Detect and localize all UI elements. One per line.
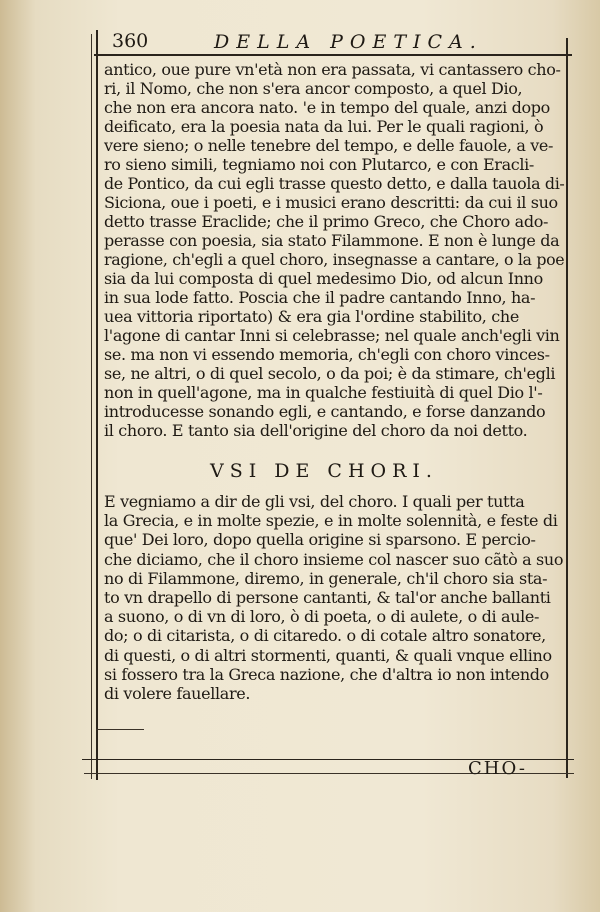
text-line: Siciona, oue i poeti, e i musici erano descritti: da cui il suo bbox=[104, 193, 558, 212]
text-line: in sua lode fatto. Poscia che il padre cantando Inno, ha- bbox=[104, 288, 536, 307]
page-header bbox=[104, 30, 564, 54]
text-line: deificato, era la poesia nata da lui. Per le quali ragioni, ò bbox=[104, 117, 544, 136]
text-line: l'agone di cantar Inni si celebrasse; nel quale anch'egli vin bbox=[104, 326, 560, 345]
paragraph-origin-of-chorus bbox=[104, 60, 564, 440]
text-line: que' Dei loro, dopo quella origine si sparsono. E percio- bbox=[104, 530, 536, 550]
catchword: CHO- bbox=[468, 758, 527, 779]
text-line: uea vittoria riportato) & era gia l'ordine stabilito, che bbox=[104, 307, 519, 326]
text-line: il choro. E tanto sia dell'origine del choro da noi detto. bbox=[104, 421, 528, 440]
text-line: non in quell'agone, ma in qualche festiuità di quel Dio l'- bbox=[104, 383, 543, 402]
text-line: antico, oue pure vn'età non era passata, vi cantassero cho- bbox=[104, 60, 561, 79]
text-line: se, ne altri, o di quel secolo, o da poi; è da stimare, ch'egli bbox=[104, 364, 556, 383]
text-line: ro sieno simili, tegniamo noi con Plutarco, e con Eracli- bbox=[104, 155, 534, 174]
text-line: che diciamo, che il choro insieme col nascer suo cãtò a suo bbox=[104, 549, 564, 569]
header-rule bbox=[94, 54, 572, 56]
left-outer-rule bbox=[91, 34, 92, 779]
text-line: perasse con poesia, sia stato Filammone. E non è lunge da bbox=[104, 231, 560, 250]
text-line: a suono, o di vn di loro, ò di poeta, o di aulete, o di aule- bbox=[104, 607, 540, 627]
text-line: de Pontico, da cui egli trasse questo detto, e dalla tauola di- bbox=[104, 174, 565, 193]
text-line: si fossero tra la Greca nazione, che d'altra io non intendo bbox=[104, 664, 549, 684]
text-line: la Grecia, e in molte spezie, e in molte solennità, e feste di bbox=[104, 511, 558, 531]
text-line: ragione, ch'egli a quel choro, insegnasse a cantare, o la poe bbox=[104, 250, 565, 269]
text-line: introducesse sonando egli, e cantando, e forse danzando bbox=[104, 402, 546, 421]
paragraph-uses-of-chorus bbox=[104, 492, 564, 703]
text-line: E vegniamo a dir de gli vsi, del choro. I quali per tutta bbox=[104, 492, 525, 511]
text-line: detto trasse Eraclide; che il primo Greco, che Choro ado- bbox=[104, 212, 549, 231]
text-line: che non era ancora nato. 'e in tempo del quale, anzi dopo bbox=[104, 98, 550, 117]
text-line: to vn drapello di persone cantanti, & tal'or anche ballanti bbox=[104, 587, 551, 607]
text-line: sia da lui composta di quel medesimo Dio, od alcun Inno bbox=[104, 269, 543, 288]
text-line: se. ma non vi essendo memoria, ch'egli con choro vinces- bbox=[104, 345, 550, 364]
text-line: no di Filammone, diremo, in generale, ch'il choro sia sta- bbox=[104, 568, 548, 588]
footer-rule-fragment bbox=[96, 729, 144, 730]
page-number: 360 bbox=[112, 30, 149, 52]
text-line: do; o di citarista, o di citaredo. o di cotale altro sonatore, bbox=[104, 626, 546, 646]
left-margin-rule bbox=[96, 30, 98, 780]
text-line: vere sieno; o nelle tenebre del tempo, e delle fauole, a ve- bbox=[104, 136, 554, 155]
running-head: DELLA POETICA. bbox=[214, 31, 483, 53]
text-line: di volere fauellare. bbox=[104, 683, 251, 703]
section-heading: VSI DE CHORI. bbox=[210, 460, 438, 482]
text-line: ri, il Nomo, che non s'era ancor composto, a quel Dio, bbox=[104, 79, 523, 98]
right-margin-rule bbox=[566, 38, 568, 778]
text-line: di questi, o di altri stormenti, quanti, & quali vnque ellino bbox=[104, 645, 552, 665]
